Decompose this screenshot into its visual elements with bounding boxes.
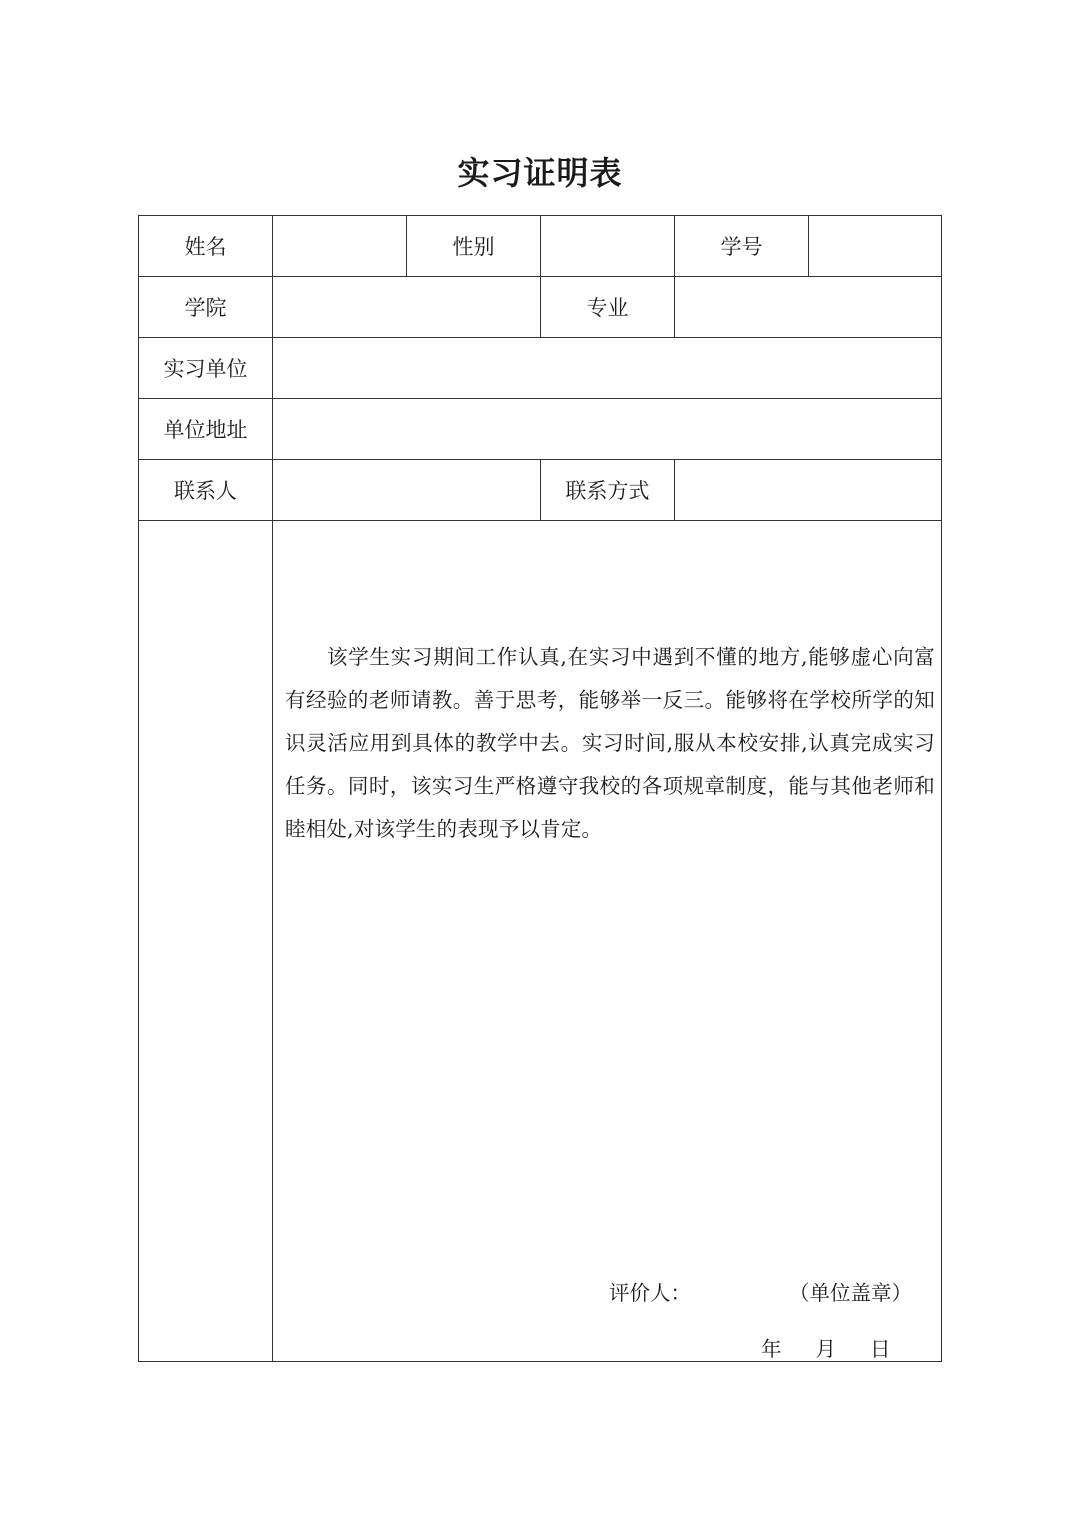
- gender-field[interactable]: [541, 216, 675, 277]
- contact-field[interactable]: [273, 460, 541, 521]
- month-label: 月: [815, 1337, 836, 1361]
- address-label: 单位地址: [139, 399, 273, 460]
- contact-method-field[interactable]: [675, 460, 941, 521]
- contact-method-label: 联系方式: [541, 460, 675, 521]
- evaluator-label: 评价人：: [609, 1281, 691, 1305]
- major-field[interactable]: [675, 277, 941, 338]
- address-field[interactable]: [273, 399, 941, 460]
- seal-label: （单位盖章）: [789, 1281, 912, 1305]
- contact-label: 联系人: [139, 460, 273, 521]
- name-label: 姓名: [139, 216, 273, 277]
- name-field[interactable]: [273, 216, 407, 277]
- page-title: 实习证明表: [457, 154, 623, 192]
- major-label: 专业: [541, 277, 675, 338]
- student-id-label: 学号: [675, 216, 809, 277]
- college-label: 学院: [139, 277, 273, 338]
- year-label: 年: [761, 1337, 782, 1361]
- unit-label: 实习单位: [139, 338, 273, 399]
- gender-label: 性别: [407, 216, 541, 277]
- evaluation-text: 该学生实习期间工作认真,在实习中遇到不懂的地方,能够虚心向富有经验的老师请教。善于思考，能够举一反三。能够将在学校所学的知识灵活应用到具体的教学中去。实习时间,服从本校安排,认真完成实习任务。同时，该实习生严格遵守我校的各项规章制度，能与其他老师和睦相处,对该学生的表现予以肯定。: [285, 645, 935, 841]
- evaluation-label-cell: [139, 521, 273, 1361]
- college-field[interactable]: [273, 277, 541, 338]
- internship-form: [138, 215, 942, 1362]
- date-line: [761, 1332, 891, 1362]
- unit-field[interactable]: [273, 338, 941, 399]
- day-label: 日: [870, 1337, 891, 1361]
- student-id-field[interactable]: [809, 216, 941, 277]
